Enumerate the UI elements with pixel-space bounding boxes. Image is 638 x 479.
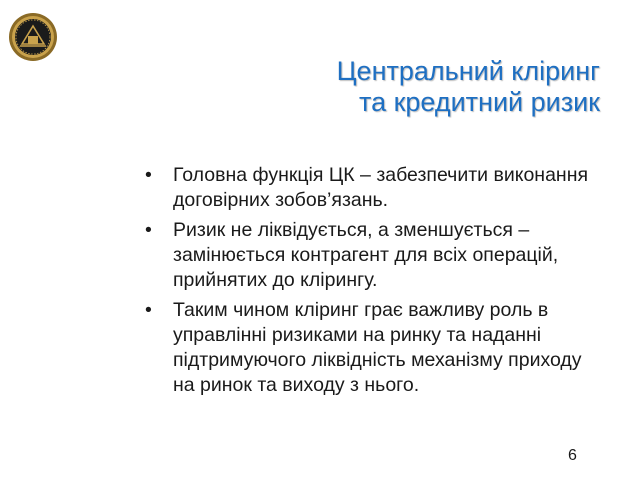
bullet-list xyxy=(145,163,595,403)
seal-logo-icon xyxy=(8,12,58,62)
bullet-text: Таким чином кліринг грає важливу роль в управлінні ризиками на ринку та наданні підтримуючого ліквідність механізму приходу на ринок та виходу з нього. xyxy=(173,299,582,396)
bullet-marker: • xyxy=(145,219,152,241)
title-line-2: та кредитний ризик xyxy=(359,87,600,117)
bullet-item xyxy=(145,218,595,293)
title-line-1: Центральний кліринг xyxy=(336,56,600,86)
bullet-text: Головна функція ЦК – забезпечити виконання договірних зобов’язань. xyxy=(173,164,589,211)
bullet-item xyxy=(145,298,595,398)
slide-title xyxy=(180,56,600,118)
bullet-item xyxy=(145,163,595,213)
bullet-marker: • xyxy=(145,164,152,186)
bullet-text: Ризик не ліквідується, а зменшується – замінюється контрагент для всіх операцій, прийнятих до клірингу. xyxy=(173,219,559,291)
bullet-marker: • xyxy=(145,299,152,321)
page-number: 6 xyxy=(568,447,577,464)
